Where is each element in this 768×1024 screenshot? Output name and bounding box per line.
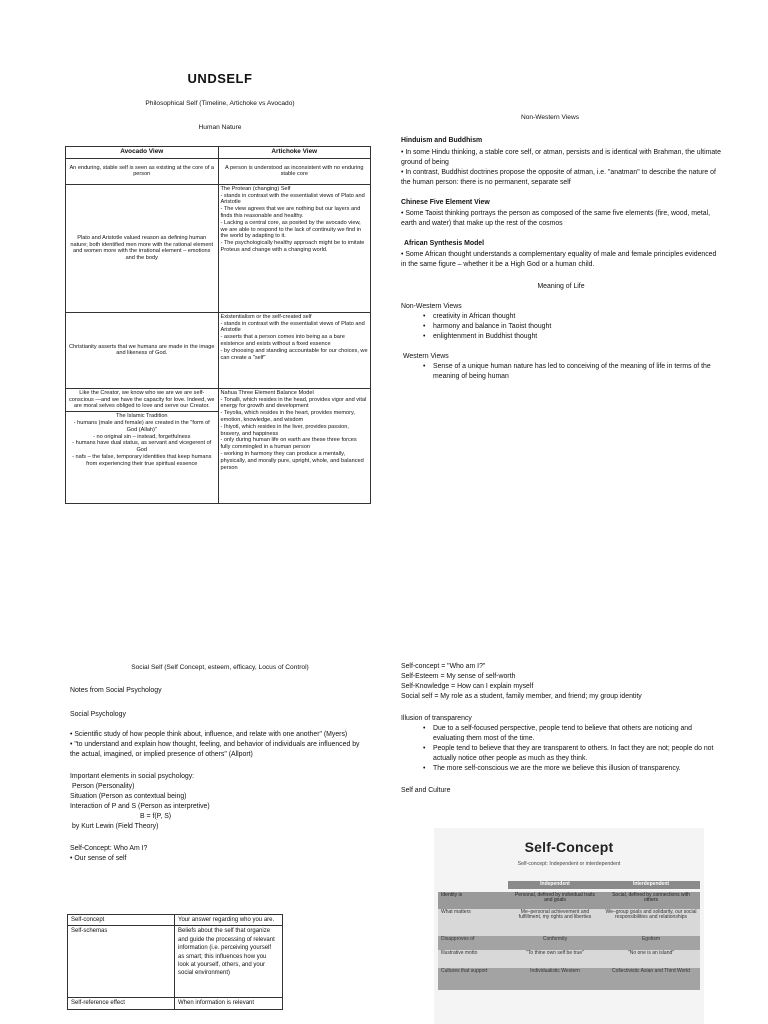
table-cell: A person is understood as inconsistent with no enduring stable core — [218, 158, 371, 184]
nonwestern-heading: Non-Western Views — [520, 114, 580, 121]
figure-row-label: Illustrative motto — [441, 949, 478, 956]
table-cell: Self-concept — [68, 915, 175, 926]
list-item: • harmony and balance in Taoist thought — [401, 322, 721, 332]
table-cell: The Protean (changing) Self - stands in contrast with the essentialist views of Plato and Aristotle - The view agrees that we are nothing but our layers and finds this reasonable and healthy. - Lacking a central core, as posited by the avocado view, we are able to respond to the lack of continuity we find in the world by adapting to it. - The psychologically healthy approach might be to imitate Proteus and change with a changing world. — [218, 184, 371, 312]
figure-col-independent: Independent — [508, 881, 602, 889]
social-psychology-heading: Social Psychology — [70, 711, 126, 718]
figure-cell: "To thine own self be true" — [526, 949, 584, 956]
figure-row-label: What matters — [441, 908, 471, 915]
figure-row-label: Identity is — [441, 891, 463, 898]
table-header: Artichoke View — [218, 147, 371, 159]
illusion-list — [401, 724, 721, 774]
self-concept-heading: Self-Concept: Who Am I? — [70, 845, 148, 852]
formula: B = f(P, S) — [140, 813, 172, 820]
definition-self-esteem: Self-Esteem = My sense of self-worth — [401, 673, 516, 680]
figure-row-label: Cultures that support — [441, 967, 488, 974]
element-situation: Situation (Person as contextual being) — [70, 793, 187, 800]
table-cell: Like the Creator, we know who we are we are self-conscious —and we have the capacity for love. Indeed, we are moral selves obliged to love and serve our Creator. — [66, 388, 219, 411]
hinduism-text: • In some Hindu thinking, a stable core self, or atman, persists and is identical with Brahman, the ultimate ground of being — [401, 149, 721, 166]
figure-cell: Individualistic Western — [530, 967, 580, 974]
meaning-heading: Meaning of Life — [537, 283, 585, 290]
table-cell: Christianity asserts that we humans are made in the image and likeness of God. — [66, 312, 219, 388]
sp-definition-1: • Scientific study of how people think about, influence, and relate with one another" (Myers) — [70, 731, 348, 738]
african-heading: African Synthesis Model — [404, 240, 485, 247]
list-item: • People tend to believe that they are transparent to others. In fact they are not; people do not actually notice other people as much as they think. — [401, 744, 721, 764]
illusion-heading: Illusion of transparency — [401, 715, 472, 722]
table-cell: Existentialism or the self-created self - stands in contrast with the essentialist views of Plato and Aristotle - asserts that a person comes into being as a bare existence and exists without a fixed essence - by choosing and standing accountable for our choices, we can create a "self" — [218, 312, 371, 388]
figure-cell: We–group goals and solidarity, our social responsibilities and relationships — [605, 908, 697, 921]
figure-row-label: Disapproves of — [441, 935, 475, 942]
element-interaction: Interaction of P and S (Person as interpretive) — [70, 803, 210, 810]
nonwestern-views-heading: Non-Western Views — [401, 303, 462, 310]
table-header: Avocado View — [66, 147, 219, 159]
lewin-attribution: by Kurt Lewin (Field Theory) — [72, 823, 159, 830]
table-cell: When information is relevant — [175, 998, 283, 1009]
section-heading: Human Nature — [198, 124, 242, 131]
table-cell: Plato and Aristotle valued reason as defining human nature; both identified men more with the rational element and women more with the irrational element – emotions and the body — [66, 184, 219, 312]
table-cell: An enduring, stable self is seen as existing at the core of a person — [66, 158, 219, 184]
elements-heading: Important elements in social psychology: — [70, 773, 195, 780]
definition-self-concept: Self-concept = "Who am I?" — [401, 663, 486, 670]
figure-title: Self-Concept — [524, 839, 614, 855]
definition-social-self: Social self = My role as a student, family member, and friend; my group identity — [401, 693, 642, 700]
table-cell: Nahua Three Element Balance Model - Tonalli, which resides in the head, provides vigor and vital energy for growth and development - Teyolia, which resides in the heart, provides memory, emotion, knowledge, and wisdom - Ihiyotl, which resides in the liver, provides passion, bravery, and happiness - only during human life on earth are these three forces fully commingled in a human person - working in harmony they can produce a mentally, physically, and morally pure, upright, whole, and balanced person — [218, 388, 371, 503]
list-item: • The more self-conscious we are the more we believe this illusion of transparency. — [401, 764, 721, 774]
self-culture-heading: Self and Culture — [401, 787, 451, 794]
self-concept-table — [67, 914, 283, 1010]
buddhism-text: • In contrast, Buddhist doctrines propose the opposite of atman, i.e. "anatman" to describe the nature of the human person: there is no permanent, separate self — [401, 169, 716, 186]
hinduism-heading: Hinduism and Buddhism — [401, 137, 483, 144]
avocado-artichoke-table — [65, 146, 371, 504]
figure-cell: Collectivistic Asian and Third World — [612, 967, 690, 974]
notes-label: Notes from Social Psychology — [70, 687, 162, 694]
figure-cell: Personal, defined by individual traits and goals — [514, 891, 596, 904]
list-item: • enlightenment in Buddhist thought — [401, 332, 721, 342]
figure-cell: Social, defined by connections with others — [612, 891, 690, 904]
table-cell: Self-schemas — [68, 926, 175, 998]
table-cell: The Islamic Tradition - humans (male and female) are created in the "form of God (Allah)" - no original sin – instead, forgetfulness - humans have dual status, as servant and vicegerent of God - nafs – the false, temporary identities that keep humans from experiencing their true spiritual essence — [66, 412, 219, 504]
table-cell: Your answer regarding who you are. — [175, 915, 283, 926]
table-cell: Self-reference effect — [68, 998, 175, 1009]
chinese-heading: Chinese Five Element View — [401, 199, 490, 206]
list-item: • Sense of a unique human nature has led to conceiving of the meaning of life in terms of the meaning of being human — [401, 362, 721, 382]
table-cell: Beliefs about the self that organize and guide the processing of relevant information (i.e. perceiving yourself as smart; this influences how you look at yourself, others, and your social environment) — [175, 926, 283, 998]
figure-subtitle: Self-concept: Independent or interdependent — [517, 861, 621, 867]
self-concept-sub: • Our sense of self — [70, 855, 127, 862]
sp-definition-2: • "to understand and explain how thought, feeling, and behavior of individuals are influenced by the actual, imagined, or implied presence of others" (Allport) — [70, 741, 360, 758]
african-text: • Some African thought understands a complementary equality of male and female principles evidenced in the same figure – whether it be a High God or a human child. — [401, 251, 717, 268]
list-item: • Due to a self-focused perspective, people tend to believe that others are noticing and evaluating them most of the time. — [401, 724, 721, 744]
chinese-text: • Some Taoist thinking portrays the person as composed of the same five elements (fire, wood, metal, earth and water) that make up the rest of the cosmos — [401, 210, 711, 227]
figure-cell: Me–personal achievement and fulfillment, my rights and liberties — [518, 908, 592, 921]
figure-col-interdependent: Interdependent — [602, 881, 700, 889]
western-list — [401, 362, 721, 382]
figure-cell: Egotism — [641, 935, 661, 942]
figure-cell: "No one is an island" — [627, 949, 675, 956]
self-concept-figure — [434, 828, 704, 1024]
page-title: UNDSELF — [187, 71, 253, 86]
nonwestern-list — [401, 312, 721, 342]
subtitle: Philosophical Self (Timeline, Artichoke vs Avocado) — [145, 100, 295, 107]
western-views-heading: Western Views — [403, 353, 449, 360]
figure-cell: Conformity — [542, 935, 568, 942]
definition-self-knowledge: Self-Knowledge = How can I explain myself — [401, 683, 534, 690]
element-person: Person (Personality) — [72, 783, 135, 790]
list-item: • creativity in African thought — [401, 312, 721, 322]
social-self-title: Social Self (Self Concept, esteem, efficacy, Locus of Control) — [131, 664, 309, 671]
figure-grid — [438, 881, 700, 990]
